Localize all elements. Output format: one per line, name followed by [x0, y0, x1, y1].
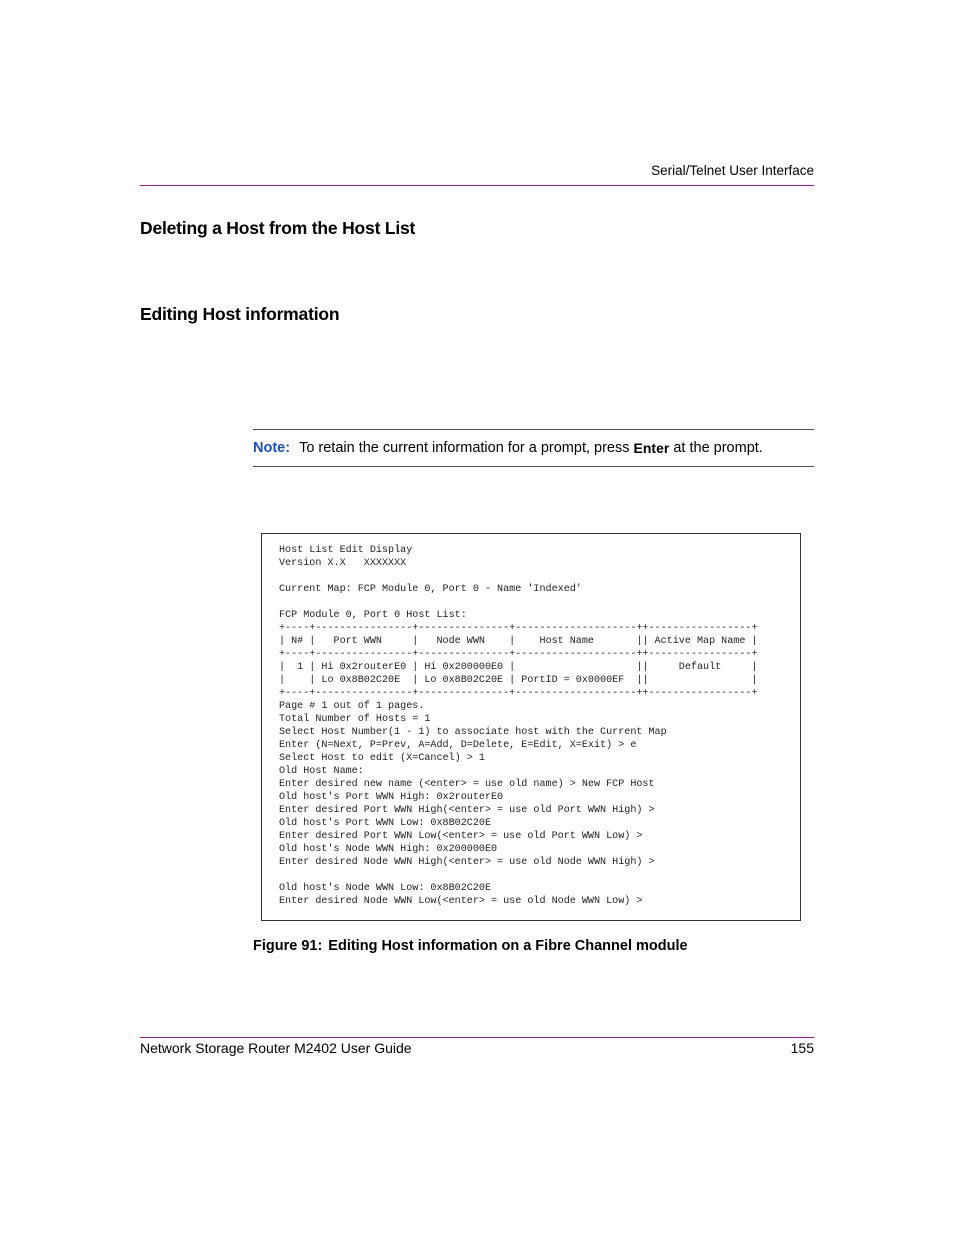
- console-line: +----+----------------+---------------+--------------------++-----------------+: [279, 649, 758, 660]
- console-line: FCP Module 0, Port 0 Host List:: [279, 610, 467, 621]
- console-line: Total Number of Hosts = 1: [279, 714, 431, 725]
- console-line: +----+----------------+---------------+--------------------++-----------------+: [279, 623, 758, 634]
- console-line: | | Lo 0x8B02C20E | Lo 0x8B02C20E | PortID = 0x0000EF || |: [279, 675, 758, 686]
- section-heading-editing-host: Editing Host information: [140, 304, 340, 324]
- console-line: Enter desired Node WWN High(<enter> = use old Node WWN High) >: [279, 857, 655, 868]
- figure-caption-text: Editing Host information on a Fibre Channel module: [328, 938, 688, 954]
- console-line: Old host's Port WWN Low: 0x8B02C20E: [279, 818, 492, 829]
- note-text-before: To retain the current information for a prompt, press: [299, 440, 630, 456]
- figure-caption-number: Figure 91:: [253, 938, 323, 954]
- console-line: Old host's Port WWN High: 0x2routerE0: [279, 792, 504, 803]
- console-line: Old Host Name:: [279, 766, 364, 777]
- console-line: | N# | Port WWN | Node WWN | Host Name || Active Map Name |: [279, 636, 758, 647]
- console-line: Old host's Node WWN Low: 0x8B02C20E: [279, 883, 492, 894]
- footer-rule: [140, 1037, 814, 1038]
- console-line: | 1 | Hi 0x2routerE0 | Hi 0x200000E0 | || Default |: [279, 662, 758, 673]
- note-box: [253, 429, 814, 467]
- note-label: Note:: [253, 440, 291, 456]
- console-figure: [261, 533, 801, 921]
- footer-book-title: Network Storage Router M2402 User Guide: [140, 1040, 412, 1056]
- console-line: Enter desired Port WWN Low(<enter> = use old Port WWN Low) >: [279, 831, 643, 842]
- running-header: Serial/Telnet User Interface: [651, 163, 814, 178]
- console-line: Select Host Number(1 - 1) to associate host with the Current Map: [279, 727, 667, 738]
- console-line: Page # 1 out of 1 pages.: [279, 701, 425, 712]
- console-line: Enter desired new name (<enter> = use old name) > New FCP Host: [279, 779, 655, 790]
- console-output: [279, 544, 758, 908]
- console-line: Old host's Node WWN High: 0x200000E0: [279, 844, 498, 855]
- console-line: +----+----------------+---------------+--------------------++-----------------+: [279, 688, 758, 699]
- footer-page-number: 155: [790, 1040, 814, 1056]
- note-text-after: at the prompt.: [673, 440, 763, 456]
- console-line: Enter (N=Next, P=Prev, A=Add, D=Delete, E=Edit, X=Exit) > e: [279, 740, 637, 751]
- console-line: Enter desired Node WWN Low(<enter> = use old Node WWN Low) >: [279, 896, 643, 907]
- console-line: Select Host to edit (X=Cancel) > 1: [279, 753, 485, 764]
- header-rule: [140, 185, 814, 186]
- figure-caption: [253, 938, 688, 954]
- section-heading-deleting-host: Deleting a Host from the Host List: [140, 218, 416, 238]
- console-line: Enter desired Port WWN High(<enter> = use old Port WWN High) >: [279, 805, 655, 816]
- note-key: Enter: [633, 440, 670, 456]
- console-line: Version X.X XXXXXXX: [279, 558, 407, 569]
- console-line: Host List Edit Display: [279, 545, 413, 556]
- console-line: Current Map: FCP Module 0, Port 0 - Name 'Indexed': [279, 584, 582, 595]
